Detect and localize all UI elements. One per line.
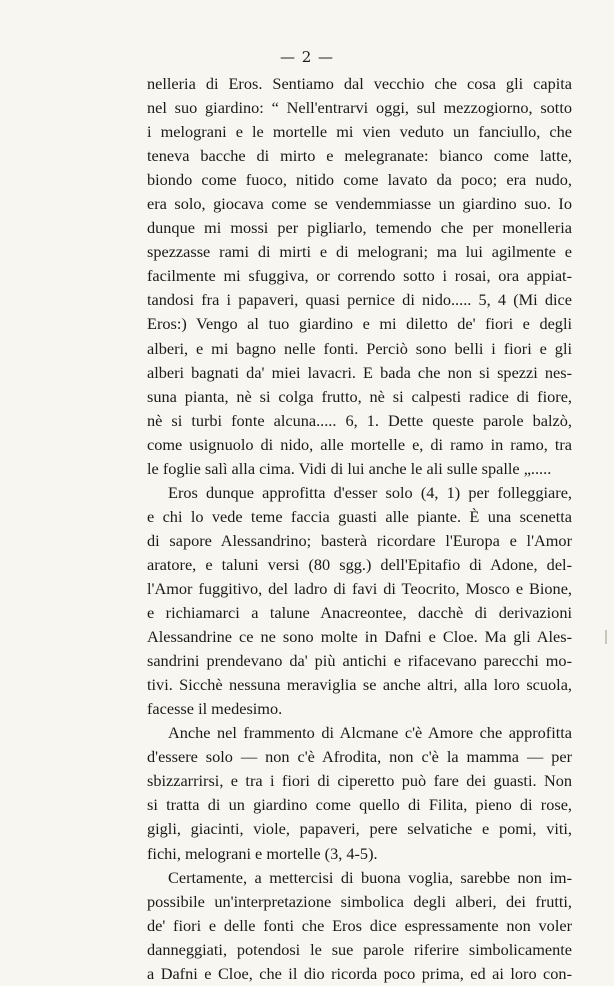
text-line: danneggiati, potendosi le sue parole riferire simbolicamente [147,939,572,959]
text-line: tivi. Sicchè nessuna meraviglia se anche altri, alla loro scuola, [147,675,572,695]
text-line: d'essere solo — non c'è Afrodita, non c'è la mamma — per [147,747,572,767]
text-line: era solo, giocava come se vendemmiasse un giardino suo. Io [147,194,572,214]
text-line: i melograni e le mortelle mi vien veduto un fanciullo, che [147,122,572,142]
text-line: alberi, e mi bagno nelle fonti. Perciò sono belli i fiori e gli [147,338,572,358]
text-line: dunque mi mossi per pigliarlo, temendo che per monelleria [147,218,572,238]
text-line: tandosi fra i papaveri, quasi pernice di nido..... 5, 4 (Mi dice [147,290,572,310]
text-line: sbizzarrirsi, e tra i fiori di ciperetto può fare dei guasti. Non [147,771,572,791]
text-line: come usignuolo di nido, alle mortelle e, di ramo in ramo, tra [147,434,572,454]
text-line: aratore, e taluni versi (80 sgg.) dell'Epitafio di Adone, del- [147,554,572,574]
body-text [147,72,572,986]
text-line: Alessandrine ce ne sono molte in Dafni e Cloe. Ma gli Ales- [147,627,572,647]
text-line: Certamente, a mettercisi di buona voglia, sarebbe non im- [168,867,572,887]
text-line: teneva bacche di mirto e melegranate: bianco come latte, [147,146,572,166]
text-line: possibile un'interpretazione simbolica degli alberi, dei frutti, [147,891,572,911]
text-line: Eros:) Vengo al tuo giardino e mi diletto de' fiori e degli [147,314,572,334]
text-line: biondo come fuoco, nitido come lavato da poco; era nudo, [147,170,572,190]
text-line: si tratta di un giardino come quello di Filita, pieno di rose, [147,795,572,815]
text-line: facilmente mi sfuggiva, or correndo sotto i rosai, ora appiat- [147,266,572,286]
text-line: de' fiori e delle fonti che Eros dice espressamente non voler [147,915,572,935]
text-line: Eros dunque approfitta d'esser solo (4, 1) per folleggiare, [168,482,572,502]
text-line: sandrini prendevano da' più antichi e rifacevano parecchi mo- [147,651,572,671]
text-line: nelleria di Eros. Sentiamo dal vecchio che cosa gli capita [147,74,572,93]
text-line: l'Amor fuggitivo, del ladro di favi di Teocrito, Mosco e Bione, [147,578,572,598]
text-line: e chi lo vede teme faccia guasti alle piante. È una scenetta [147,506,572,526]
text-line: nè si turbi fonte alcuna..... 6, 1. Dette queste parole balzò, [147,410,572,430]
margin-mark [605,630,607,644]
text-line: fichi, melograni e mortelle (3, 4-5). [147,843,378,863]
text-line: di sapore Alessandrino; basterà ricordare l'Europa e l'Amor [147,530,572,550]
page-number: — 2 — [279,48,335,66]
text-line: spezzasse rami di mirti e di melograni; ma lui agilmente e [147,242,572,262]
text-line: facesse il medesimo. [147,699,283,719]
text-line: suna pianta, nè si colga frutto, nè si calpesti radice di fiore, [147,386,572,406]
text-line: gigli, giacinti, viole, papaveri, pere selvatiche e pomi, viti, [147,819,572,839]
text-line: Anche nel frammento di Alcmane c'è Amore che approfitta [168,723,572,743]
text-line: alberi bagnati da' miei lavacri. E bada che non si spezzi nes- [147,362,572,382]
text-line: nel suo giardino: “ Nell'entrarvi oggi, sul mezzogiorno, sotto [147,98,572,118]
text-line: le foglie salì alla cima. Vidi di lui anche le ali sulle spalle „..... [147,458,552,478]
text-line: e richiamarci a talune Anacreontee, dacchè di derivazioni [147,603,572,623]
text-line: a Dafni e Cloe, che il dio ricorda poco prima, ed ai loro con- [147,963,572,983]
